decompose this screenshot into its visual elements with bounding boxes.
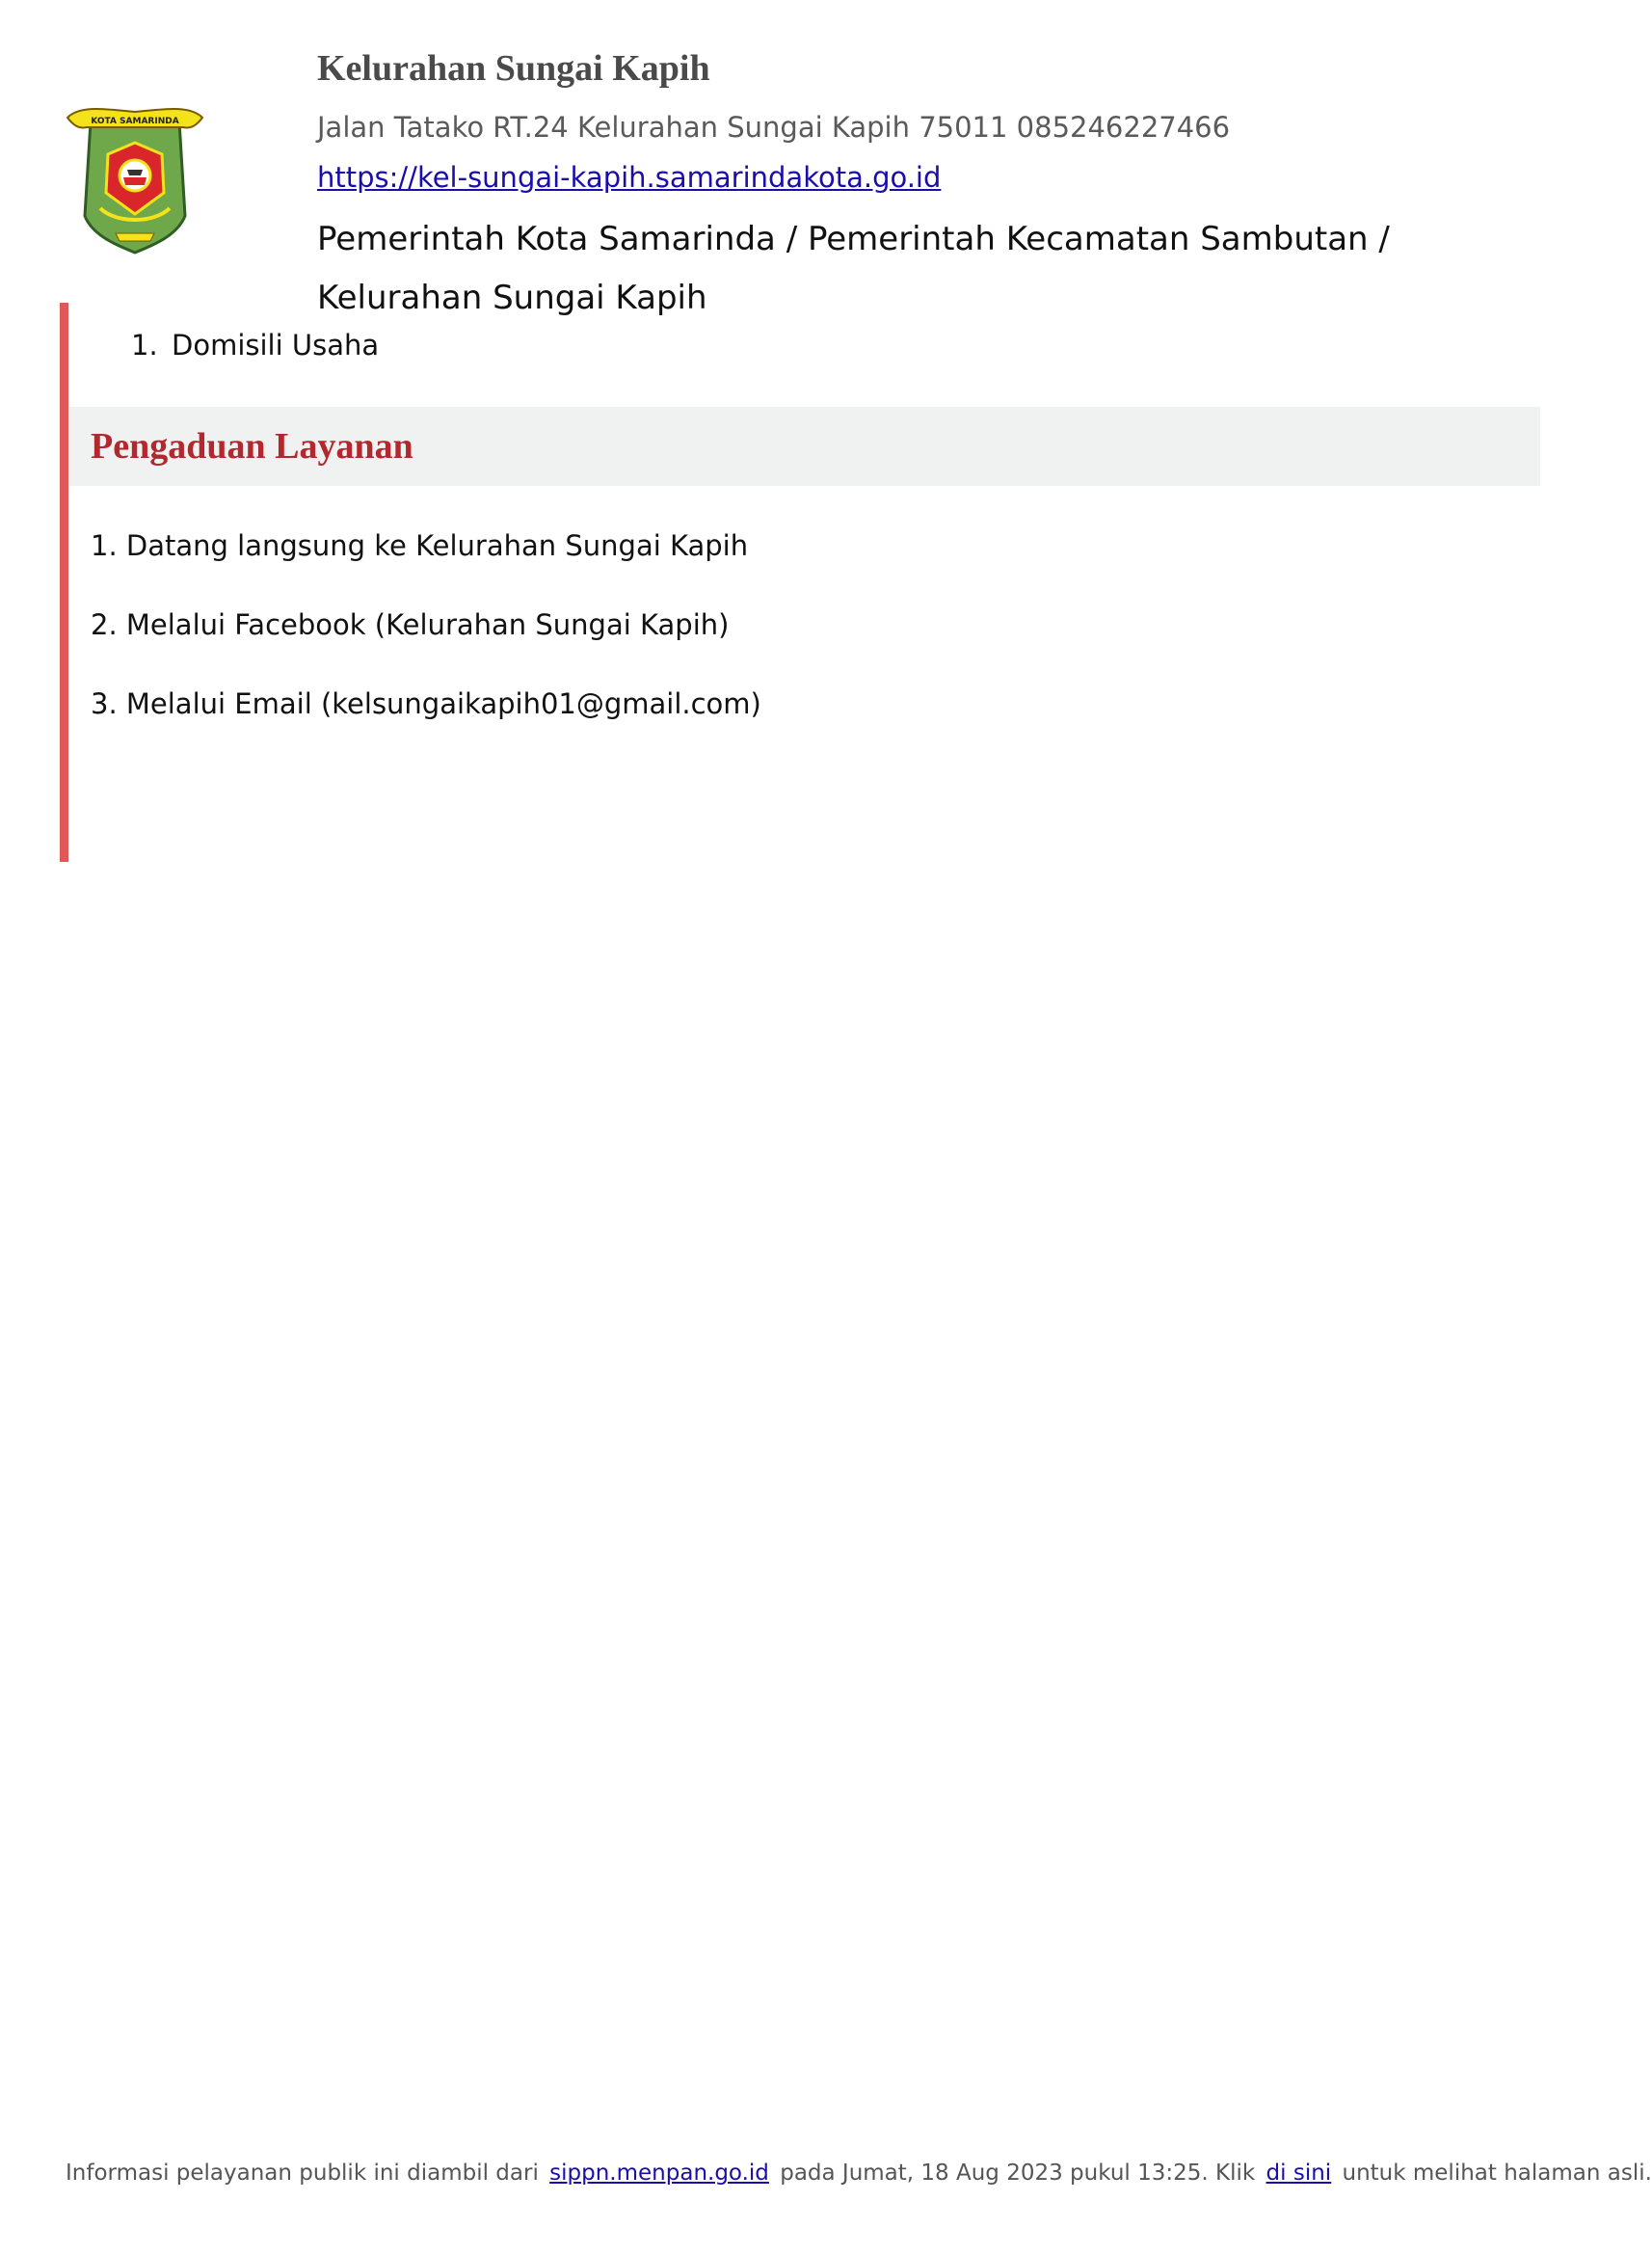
complaints-section-header xyxy=(69,407,1540,486)
complaint-item: 3. Melalui Email (kelsungaikapih01@gmail.com) xyxy=(91,687,761,720)
list-item xyxy=(131,326,379,364)
footer-prefix: Informasi pelayanan publik ini diambil dari xyxy=(66,2161,539,2186)
complaint-item: 1. Datang langsung ke Kelurahan Sungai Kapih xyxy=(91,529,749,562)
section-accent-bar xyxy=(60,303,68,862)
list-item-label: Domisili Usaha xyxy=(172,329,380,362)
footer-suffix: untuk melihat halaman asli. xyxy=(1342,2161,1652,2186)
footer-original-page-link[interactable]: di sini xyxy=(1266,2161,1332,2186)
breadcrumb: Pemerintah Kota Samarinda / Pemerintah Kecamatan Sambutan / Kelurahan Sungai Kapih xyxy=(317,220,1390,317)
org-website-link[interactable]: https://kel-sungai-kapih.samarindakota.go.id xyxy=(317,161,942,194)
logo-banner-text: KOTA SAMARINDA xyxy=(91,117,179,126)
org-name-heading: Kelurahan Sungai Kapih xyxy=(317,48,710,89)
source-footer xyxy=(66,2158,1652,2188)
footer-source-link[interactable]: sippn.menpan.go.id xyxy=(549,2161,769,2186)
org-address: Jalan Tatako RT.24 Kelurahan Sungai Kapih 75011 085246227466 xyxy=(317,111,1231,144)
service-sub-list xyxy=(131,326,379,364)
kota-samarinda-emblem-logo xyxy=(62,100,208,255)
footer-middle: pada Jumat, 18 Aug 2023 pukul 13:25. Klik xyxy=(780,2161,1256,2186)
list-item-number: 1. xyxy=(131,329,158,362)
section-title: Pengaduan Layanan xyxy=(91,426,413,467)
complaint-item: 2. Melalui Facebook (Kelurahan Sungai Kapih) xyxy=(91,608,730,641)
